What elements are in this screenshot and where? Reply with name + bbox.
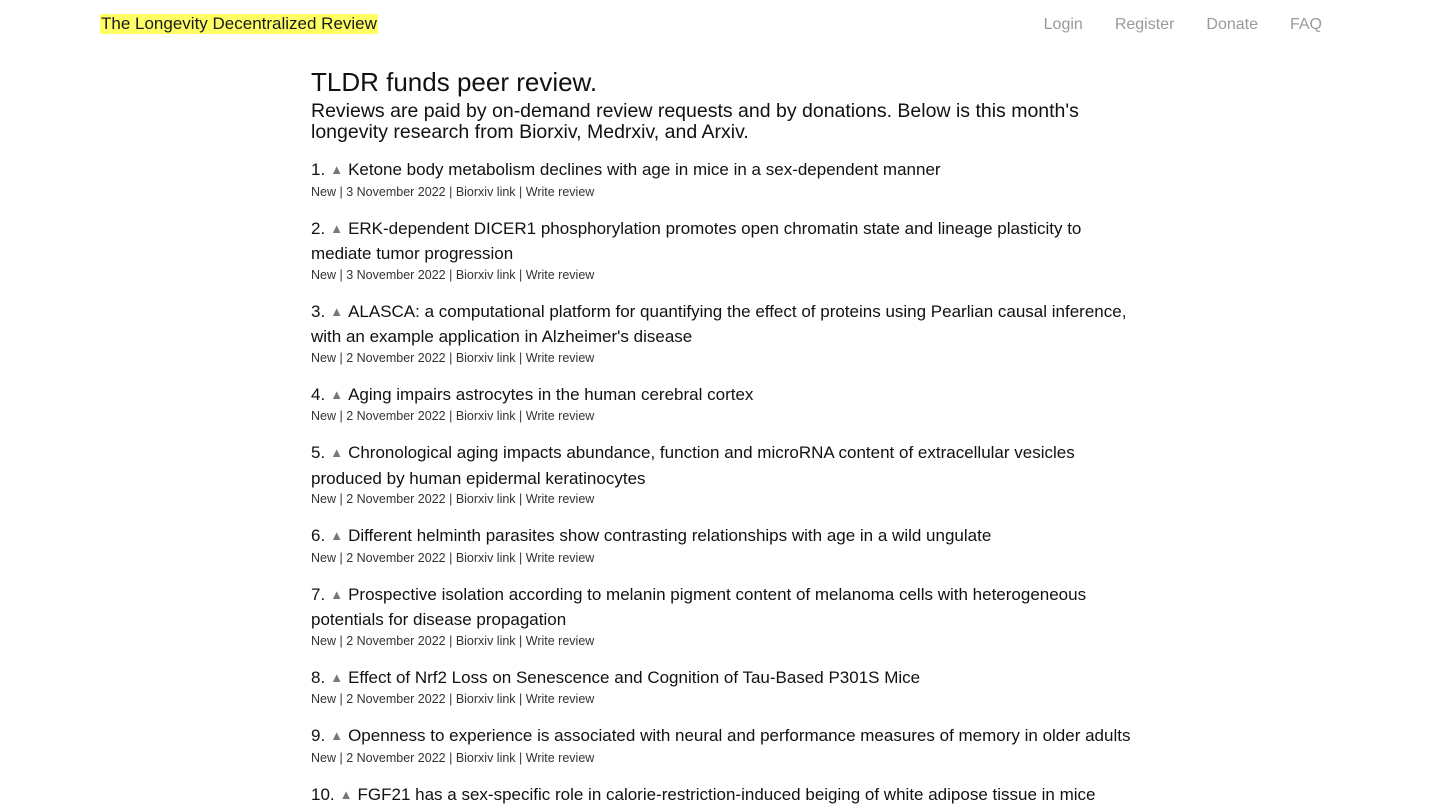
item-date: November 2022 bbox=[356, 750, 446, 765]
biorxiv-link[interactable]: Biorxiv link bbox=[455, 184, 516, 199]
meta-separator: | bbox=[515, 350, 526, 365]
new-badge: New bbox=[311, 750, 337, 765]
item-date: November 2022 bbox=[356, 267, 446, 282]
write-review-link[interactable]: Write review bbox=[525, 692, 595, 706]
item-title-line bbox=[311, 300, 1131, 350]
list-item bbox=[311, 383, 1131, 426]
meta-separator: | bbox=[336, 550, 347, 565]
item-title-line bbox=[311, 441, 1131, 491]
item-title-line bbox=[311, 158, 1131, 184]
donate-link[interactable]: Donate bbox=[1206, 16, 1258, 33]
meta-separator: | bbox=[445, 267, 456, 282]
vote-count: 2 bbox=[346, 633, 354, 648]
item-number: 9. bbox=[311, 726, 326, 745]
page-subhead: Reviews are paid by on-demand review requests and by donations. Below is this month's longevity research from Biorxiv, Medrxiv, and Arxiv. bbox=[311, 100, 1079, 143]
faq-link[interactable]: FAQ bbox=[1289, 16, 1322, 33]
item-meta bbox=[311, 633, 1131, 650]
upvote-triangle-icon[interactable]: ▲ bbox=[339, 786, 353, 802]
item-number: 5. bbox=[311, 443, 326, 462]
paper-title-link[interactable]: ERK-dependent DICER1 phosphorylation promotes open chromatin state and lineage plasticity to mediate tumor progression bbox=[311, 218, 1082, 263]
meta-separator: | bbox=[445, 492, 456, 506]
vote-count: 2 bbox=[346, 550, 354, 565]
item-number: 8. bbox=[311, 667, 326, 687]
item-meta bbox=[311, 408, 1131, 425]
write-review-link[interactable]: Write review bbox=[525, 750, 595, 765]
nav-links bbox=[1044, 15, 1322, 35]
meta-separator: | bbox=[336, 692, 347, 706]
register-link[interactable]: Register bbox=[1114, 16, 1175, 33]
item-meta bbox=[311, 550, 1131, 567]
new-badge: New bbox=[311, 184, 337, 199]
meta-separator: | bbox=[515, 267, 526, 282]
item-title-line bbox=[311, 583, 1131, 633]
write-review-link[interactable]: Write review bbox=[525, 633, 595, 648]
meta-separator: | bbox=[336, 184, 347, 199]
meta-separator: | bbox=[445, 750, 456, 765]
vote-count: 2 bbox=[346, 492, 354, 506]
vote-count: 2 bbox=[346, 409, 354, 423]
item-date: November 2022 bbox=[356, 692, 446, 706]
meta-separator: | bbox=[515, 550, 526, 565]
meta-separator: | bbox=[515, 492, 526, 506]
item-title-line bbox=[311, 524, 1131, 550]
paper-title-link[interactable]: Effect of Nrf2 Loss on Senescence and Cognition of Tau-Based P301S Mice bbox=[348, 667, 921, 687]
paper-title-link[interactable]: Ketone body metabolism declines with age in mice in a sex-dependent manner bbox=[348, 160, 941, 179]
list-item bbox=[311, 583, 1131, 650]
meta-separator: | bbox=[445, 692, 456, 706]
vote-count: 3 bbox=[346, 267, 354, 282]
site-title-link[interactable]: The Longevity Decentralized Review bbox=[101, 14, 377, 33]
paper-title-link[interactable]: Chronological aging impacts abundance, function and microRNA content of extracellular vesicles produced by human epidermal keratinocytes bbox=[311, 443, 1075, 488]
meta-separator: | bbox=[515, 184, 526, 199]
write-review-link[interactable]: Write review bbox=[525, 409, 595, 423]
new-badge: New bbox=[311, 492, 337, 506]
upvote-triangle-icon[interactable]: ▲ bbox=[330, 728, 344, 743]
meta-separator: | bbox=[515, 750, 526, 765]
list-item bbox=[311, 158, 1131, 201]
paper-title-link[interactable]: Prospective isolation according to melanin pigment content of melanoma cells with heterogeneous potentials for disease propagation bbox=[311, 584, 1087, 629]
upvote-triangle-icon[interactable]: ▲ bbox=[330, 445, 344, 460]
meta-separator: | bbox=[445, 633, 456, 648]
write-review-link[interactable]: Write review bbox=[525, 184, 595, 199]
main-content bbox=[311, 66, 1131, 810]
item-number: 3. bbox=[311, 301, 326, 321]
write-review-link[interactable]: Write review bbox=[525, 550, 595, 565]
upvote-triangle-icon[interactable]: ▲ bbox=[330, 303, 344, 319]
item-number: 2. bbox=[311, 218, 326, 238]
item-date: November 2022 bbox=[356, 184, 446, 199]
item-title-line bbox=[311, 783, 1131, 809]
meta-separator: | bbox=[336, 633, 347, 648]
list-item bbox=[311, 724, 1131, 767]
navbar bbox=[0, 0, 1440, 50]
vote-count: 2 bbox=[346, 350, 354, 365]
meta-separator: | bbox=[336, 350, 347, 365]
upvote-triangle-icon[interactable]: ▲ bbox=[330, 220, 344, 236]
list-item bbox=[311, 217, 1131, 284]
paper-title-link[interactable]: Different helminth parasites show contrasting relationships with age in a wild ungulate bbox=[348, 526, 992, 545]
write-review-link[interactable]: Write review bbox=[525, 267, 595, 282]
meta-separator: | bbox=[515, 692, 526, 706]
item-date: November 2022 bbox=[356, 492, 446, 506]
item-date: November 2022 bbox=[356, 550, 446, 565]
vote-count: 2 bbox=[346, 692, 354, 706]
new-badge: New bbox=[311, 633, 337, 648]
item-number: 10. bbox=[311, 784, 335, 804]
item-number: 4. bbox=[311, 384, 326, 404]
biorxiv-link[interactable]: Biorxiv link bbox=[455, 267, 516, 282]
new-badge: New bbox=[311, 550, 337, 565]
paper-title-link[interactable]: Aging impairs astrocytes in the human cerebral cortex bbox=[348, 384, 754, 404]
biorxiv-link[interactable]: Biorxiv link bbox=[455, 350, 516, 365]
item-title-line bbox=[311, 666, 1131, 692]
biorxiv-link[interactable]: Biorxiv link bbox=[455, 750, 516, 765]
upvote-triangle-icon[interactable]: ▲ bbox=[330, 386, 344, 402]
list-item bbox=[311, 300, 1131, 367]
paper-title-link[interactable]: FGF21 has a sex-specific role in calorie-restriction-induced beiging of white adipose tissue in mice bbox=[357, 784, 1096, 804]
item-date: November 2022 bbox=[356, 350, 446, 365]
biorxiv-link[interactable]: Biorxiv link bbox=[455, 409, 516, 423]
item-meta bbox=[311, 184, 1131, 201]
list-item bbox=[311, 524, 1131, 567]
upvote-triangle-icon[interactable]: ▲ bbox=[330, 669, 344, 685]
upvote-triangle-icon[interactable]: ▲ bbox=[330, 528, 344, 543]
new-badge: New bbox=[311, 692, 337, 706]
write-review-link[interactable]: Write review bbox=[525, 492, 595, 506]
upvote-triangle-icon[interactable]: ▲ bbox=[330, 162, 344, 177]
item-date: November 2022 bbox=[356, 409, 446, 423]
item-number: 6. bbox=[311, 526, 326, 545]
biorxiv-link[interactable]: Biorxiv link bbox=[455, 492, 516, 506]
list-item bbox=[311, 666, 1131, 709]
new-badge: New bbox=[311, 267, 337, 282]
meta-separator: | bbox=[336, 409, 347, 423]
item-date: November 2022 bbox=[356, 633, 446, 648]
meta-separator: | bbox=[336, 750, 347, 765]
item-number: 1. bbox=[311, 160, 326, 179]
meta-separator: | bbox=[445, 350, 456, 365]
item-meta bbox=[311, 691, 1131, 708]
biorxiv-link[interactable]: Biorxiv link bbox=[455, 550, 516, 565]
write-review-link[interactable]: Write review bbox=[525, 350, 595, 365]
meta-separator: | bbox=[336, 492, 347, 506]
item-meta bbox=[311, 350, 1131, 367]
meta-separator: | bbox=[445, 184, 456, 199]
vote-count: 3 bbox=[346, 184, 354, 199]
meta-separator: | bbox=[515, 409, 526, 423]
item-meta bbox=[311, 491, 1131, 508]
paper-title-link[interactable]: Openness to experience is associated with neural and performance measures of memory in older adults bbox=[348, 726, 1131, 745]
item-meta bbox=[311, 267, 1131, 284]
meta-separator: | bbox=[336, 267, 347, 282]
meta-separator: | bbox=[515, 633, 526, 648]
meta-separator: | bbox=[445, 550, 456, 565]
item-title-line bbox=[311, 724, 1131, 750]
meta-separator: | bbox=[445, 409, 456, 423]
list-item bbox=[311, 441, 1131, 508]
new-badge: New bbox=[311, 409, 337, 423]
biorxiv-link[interactable]: Biorxiv link bbox=[455, 692, 516, 706]
item-title-line bbox=[311, 383, 1131, 409]
login-link[interactable]: Login bbox=[1043, 16, 1083, 33]
new-badge: New bbox=[311, 350, 337, 365]
list-item bbox=[311, 783, 1131, 809]
vote-count: 2 bbox=[346, 750, 354, 765]
item-title-line bbox=[311, 217, 1131, 267]
item-number: 7. bbox=[311, 584, 326, 604]
biorxiv-link[interactable]: Biorxiv link bbox=[455, 633, 516, 648]
page-headline: TLDR funds peer review. bbox=[311, 67, 598, 97]
item-meta bbox=[311, 750, 1131, 767]
paper-list bbox=[311, 158, 1131, 808]
upvote-triangle-icon[interactable]: ▲ bbox=[330, 586, 344, 602]
paper-title-link[interactable]: ALASCA: a computational platform for quantifying the effect of proteins using Pearlian causal inference, with an example application in Alzheimer's disease bbox=[311, 301, 1127, 346]
